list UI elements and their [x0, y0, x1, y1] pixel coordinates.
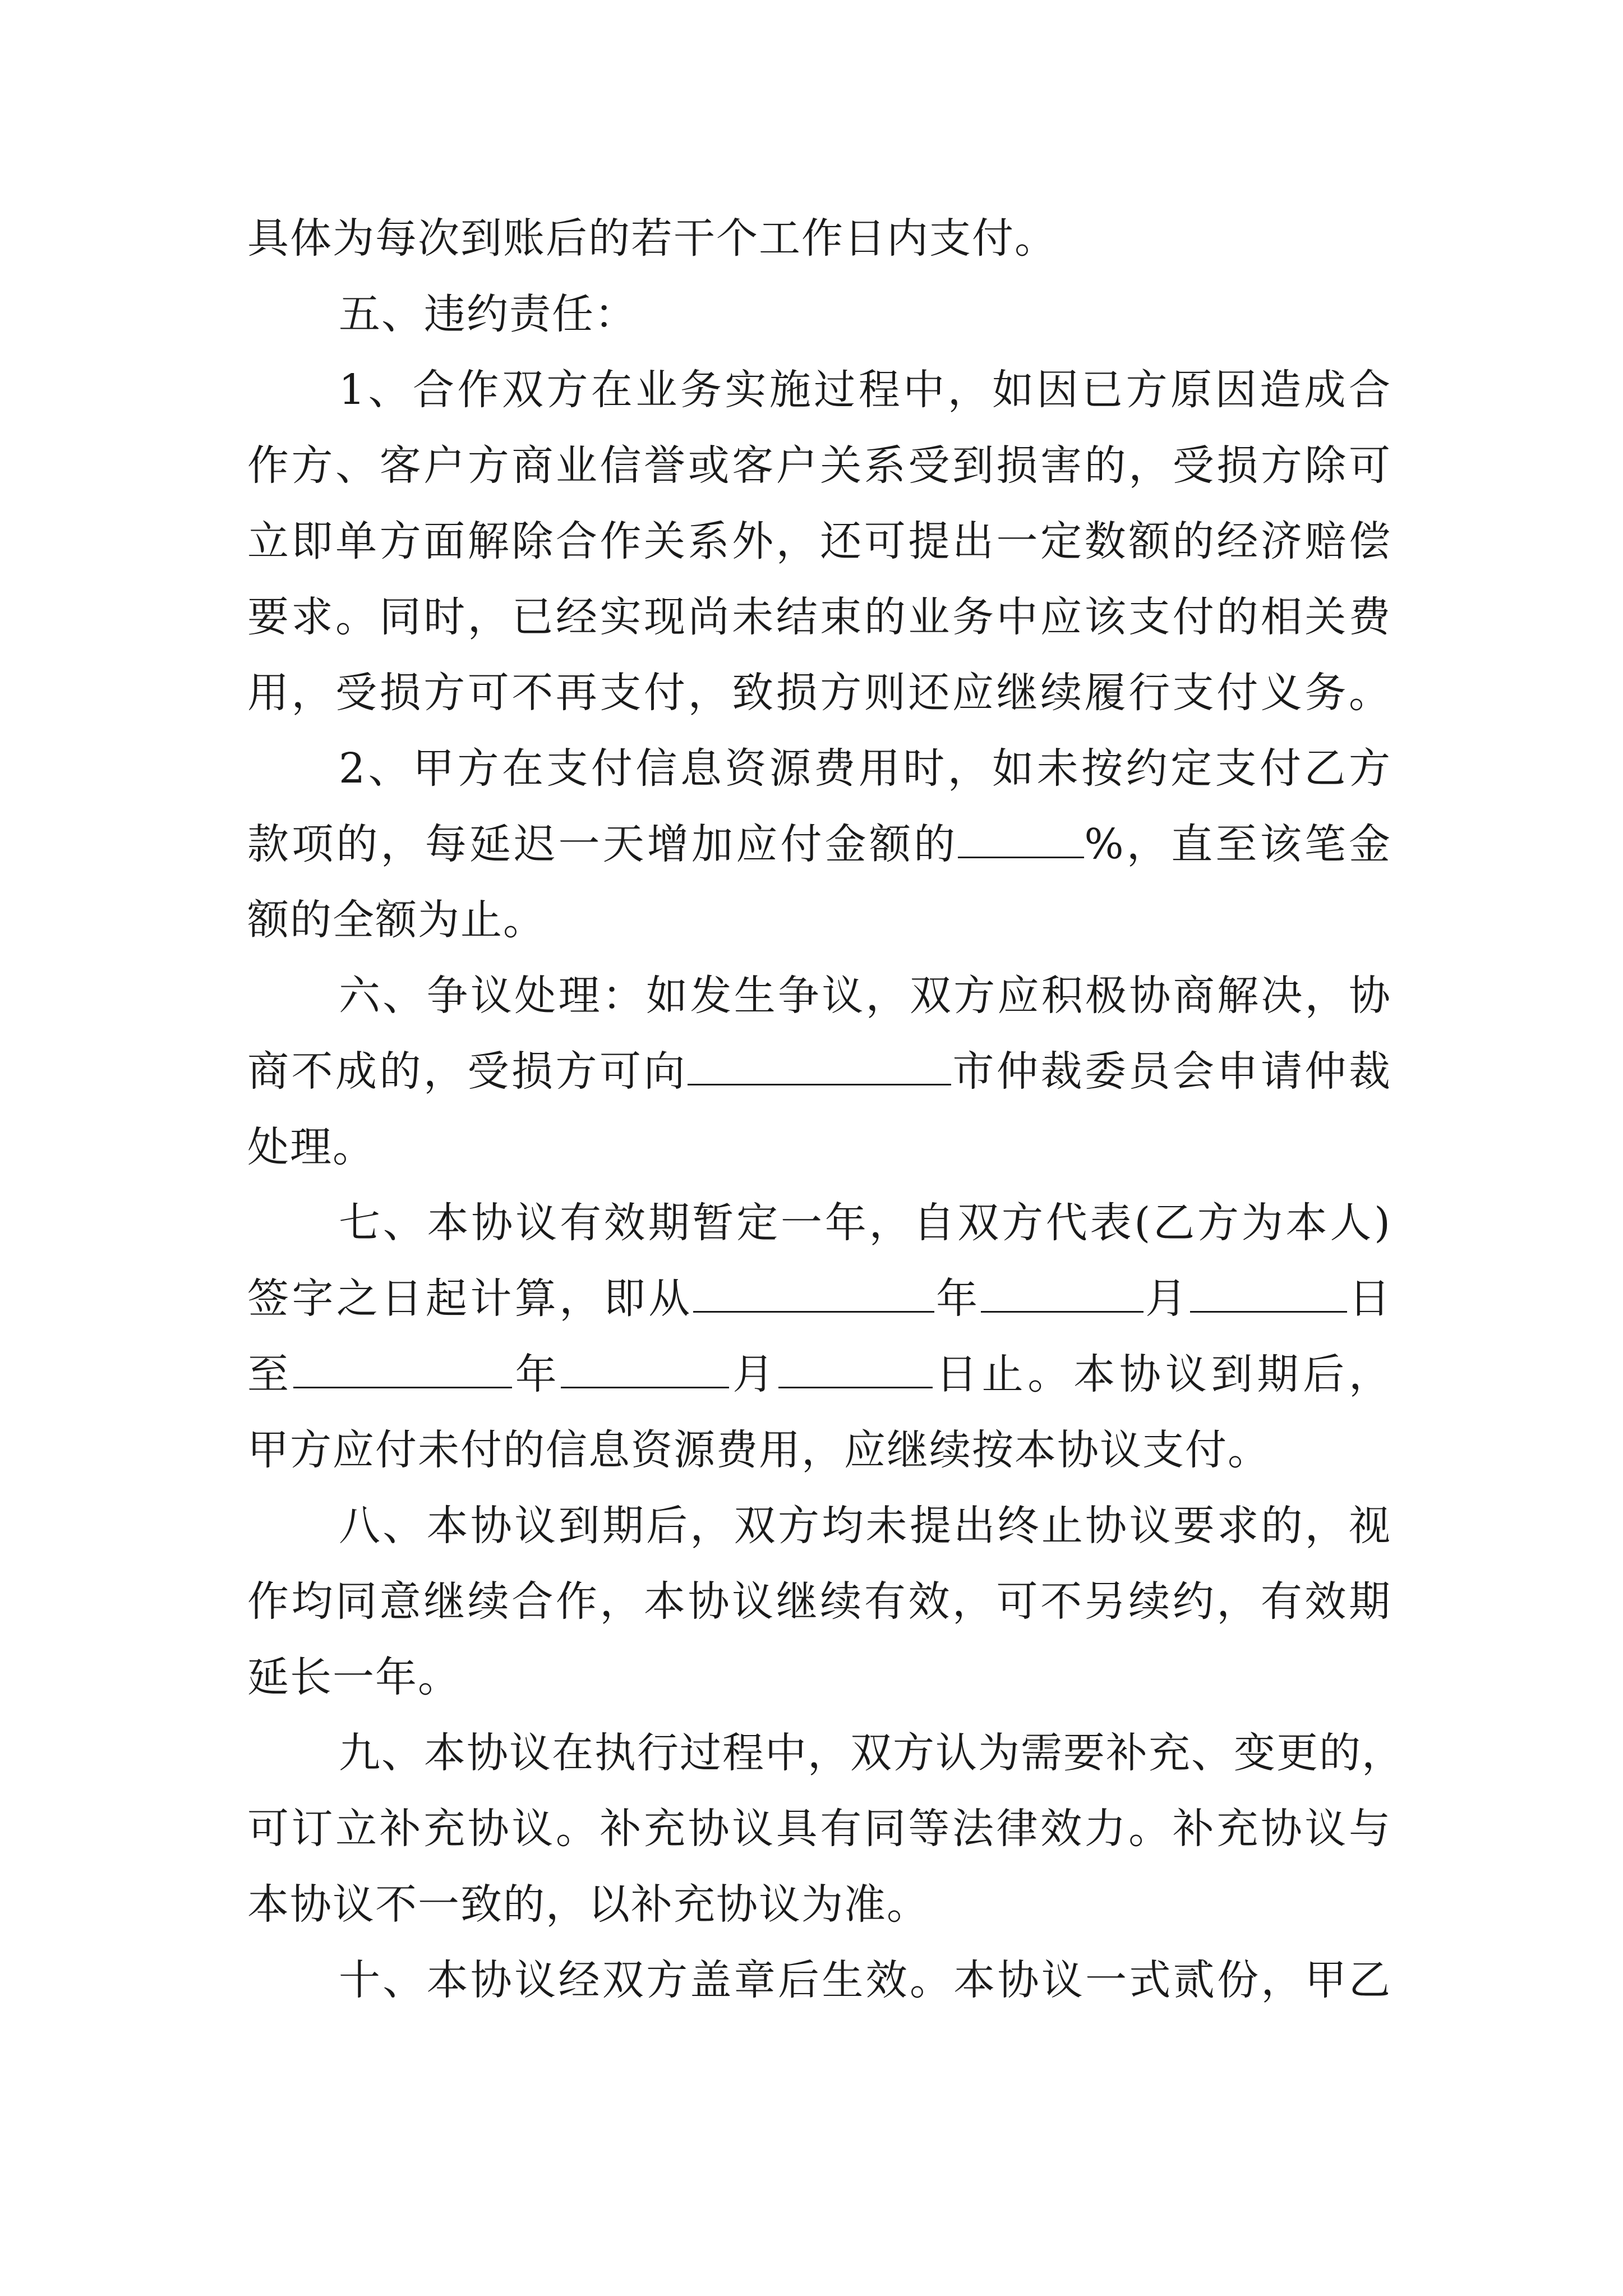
start-year-blank	[693, 1306, 934, 1313]
clause-5-1-line: 作方、客户方商业信誉或客户关系受到损害的，受损方除可	[247, 441, 1391, 490]
clause-5-1-line: 用，受损方可不再支付，致损方则还应继续履行支付义务。	[247, 669, 1391, 717]
section-heading-liability: 五、违约责任：	[339, 290, 637, 338]
clause-8-line: 作均同意继续合作，本协议继续有效，可不另续约，有效期	[247, 1577, 1391, 1626]
year-label: 年	[934, 1274, 981, 1323]
clause-7-line: 甲方应付未付的信息资源费用，应继续按本协议支付。	[247, 1426, 1270, 1474]
clause-6-line	[247, 1041, 1391, 1102]
clause-9-line: 九、本协议在执行过程中，双方认为需要补充、变更的，	[339, 1729, 1404, 1777]
end-year-blank	[293, 1382, 512, 1388]
clause-5-1-line: 1、合作双方在业务实施过程中，如因已方原因造成合	[339, 366, 1391, 414]
clause-7-line	[247, 1343, 1391, 1405]
clause-text: %，直至该笔金	[1084, 820, 1391, 868]
clause-5-2-line: 2、甲方在支付信息资源费用时，如未按约定支付乙方	[339, 744, 1391, 793]
clause-7-line	[247, 1268, 1391, 1329]
clause-text: 至	[247, 1350, 293, 1398]
clause-5-1-line: 要求。同时，已经实现尚未结束的业务中应该支付的相关费	[247, 593, 1391, 641]
body-text-line: 具体为每次到账后的若干个工作日内支付。	[247, 214, 1057, 263]
city-blank	[688, 1079, 951, 1085]
clause-7-line: 七、本协议有效期暂定一年，自双方代表(乙方为本人)	[339, 1199, 1391, 1247]
clause-6-line: 六、争议处理：如发生争议，双方应积极协商解决，协	[339, 972, 1391, 1020]
day-label: 日	[1347, 1274, 1392, 1323]
month-label: 月	[1143, 1274, 1190, 1323]
clause-text: 款项的，每延迟一天增加应付金额的	[247, 820, 958, 868]
clause-10-line: 十、本协议经双方盖章后生效。本协议一式贰份，甲乙	[339, 1956, 1391, 2004]
end-month-blank	[561, 1382, 729, 1388]
clause-8-line: 八、本协议到期后，双方均未提出终止协议要求的，视	[339, 1502, 1391, 1550]
clause-5-2-line	[247, 813, 1391, 875]
end-day-blank	[778, 1382, 933, 1388]
clause-9-line: 可订立补充协议。补充协议具有同等法律效力。补充协议与	[247, 1805, 1391, 1853]
year-label: 年	[511, 1350, 561, 1398]
clause-text: 市仲裁委员会申请仲裁	[951, 1047, 1391, 1096]
start-month-blank	[981, 1306, 1144, 1313]
clause-text: 签字之日起计算，即从	[247, 1274, 693, 1323]
clause-text: 日止。本协议到期后，	[933, 1350, 1392, 1398]
start-day-blank	[1190, 1306, 1347, 1313]
clause-9-line: 本协议不一致的，以补充协议为准。	[247, 1880, 929, 1929]
clause-6-line: 处理。	[247, 1123, 375, 1171]
clause-5-1-line: 立即单方面解除合作关系外，还可提出一定数额的经济赔偿	[247, 517, 1391, 565]
month-label: 月	[729, 1350, 779, 1398]
clause-8-line: 延长一年。	[247, 1653, 460, 1701]
clause-5-2-line: 额的全额为止。	[247, 896, 546, 944]
percentage-blank	[958, 852, 1084, 858]
clause-text: 商不成的，受损方可向	[247, 1047, 688, 1096]
